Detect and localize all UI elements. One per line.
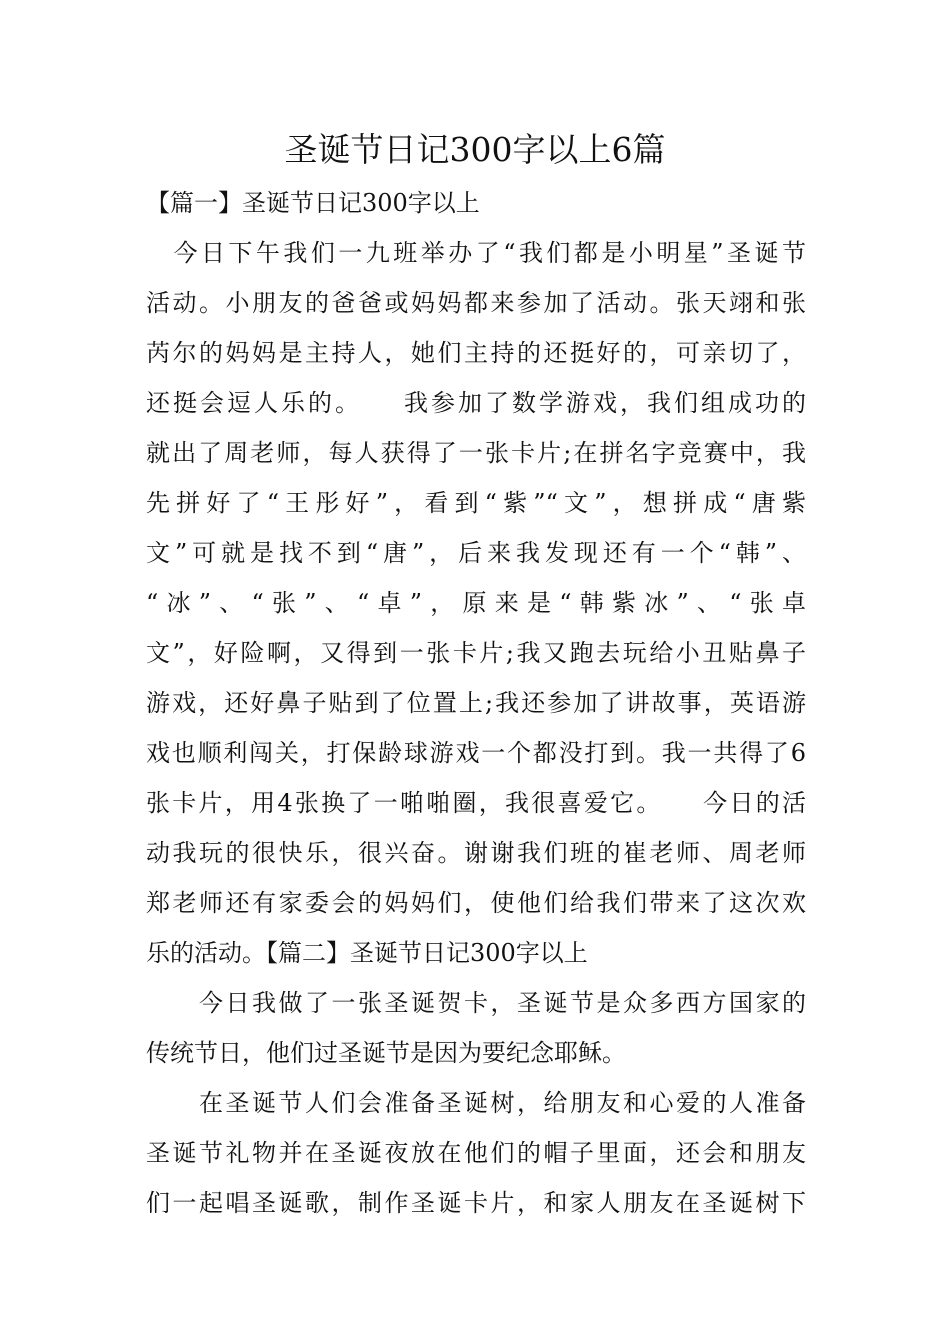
- paragraph-line: 们一起唱圣诞歌，制作圣诞卡片，和家人朋友在圣诞树下: [146, 1189, 806, 1217]
- paragraph-line: 今日我做了一张圣诞贺卡，圣诞节是众多西方国家的: [146, 989, 806, 1017]
- paragraph-line: 文”，好险啊，又得到一张卡片;我又跑去玩给小丑贴鼻子: [146, 639, 806, 667]
- section-heading: 【篇一】圣诞节日记300字以上: [146, 189, 480, 217]
- paragraph-line: 活动。小朋友的爸爸或妈妈都来参加了活动。张天翊和张: [146, 289, 806, 317]
- paragraph-line: 游戏，还好鼻子贴到了位置上;我还参加了讲故事，英语游: [146, 689, 806, 717]
- paragraph-line: 郑老师还有家委会的妈妈们，使他们给我们带来了这次欢: [146, 889, 806, 917]
- document-body: [146, 178, 806, 1228]
- paragraph-line: 今日下午我们一九班举办了“我们都是小明星”圣诞节: [146, 239, 806, 267]
- paragraph-line: “冰”、“张”、“卓”，原来是“韩紫冰”、“张卓: [146, 589, 806, 617]
- paragraph-line: 戏也顺利闯关，打保龄球游戏一个都没打到。我一共得了6: [146, 739, 806, 767]
- paragraph-line: 在圣诞节人们会准备圣诞树，给朋友和心爱的人准备: [146, 1089, 806, 1117]
- paragraph-line: 还挺会逗人乐的。 我参加了数学游戏，我们组成功的: [146, 389, 806, 417]
- paragraph-line: 文”可就是找不到“唐”，后来我发现还有一个“韩”、: [146, 539, 806, 567]
- paragraph-line: 传统节日，他们过圣诞节是因为要纪念耶稣。: [146, 1039, 626, 1067]
- paragraph-line: 圣诞节礼物并在圣诞夜放在他们的帽子里面，还会和朋友: [146, 1139, 806, 1167]
- paragraph-line: 芮尔的妈妈是主持人，她们主持的还挺好的，可亲切了，: [146, 339, 806, 367]
- document-title: 圣诞节日记300字以上6篇: [284, 130, 666, 169]
- paragraph-line: 就出了周老师，每人获得了一张卡片;在拼名字竞赛中，我: [146, 439, 806, 467]
- paragraph-line: 动我玩的很快乐，很兴奋。谢谢我们班的崔老师、周老师: [146, 839, 806, 867]
- paragraph-line: 张卡片，用4张换了一啪啪圈，我很喜爱它。 今日的活: [146, 789, 806, 817]
- paragraph-line: 先拼好了“王彤好”，看到“紫”“文”，想拼成“唐紫: [146, 489, 806, 517]
- paragraph-line: 乐的活动。【篇二】圣诞节日记300字以上: [146, 939, 588, 967]
